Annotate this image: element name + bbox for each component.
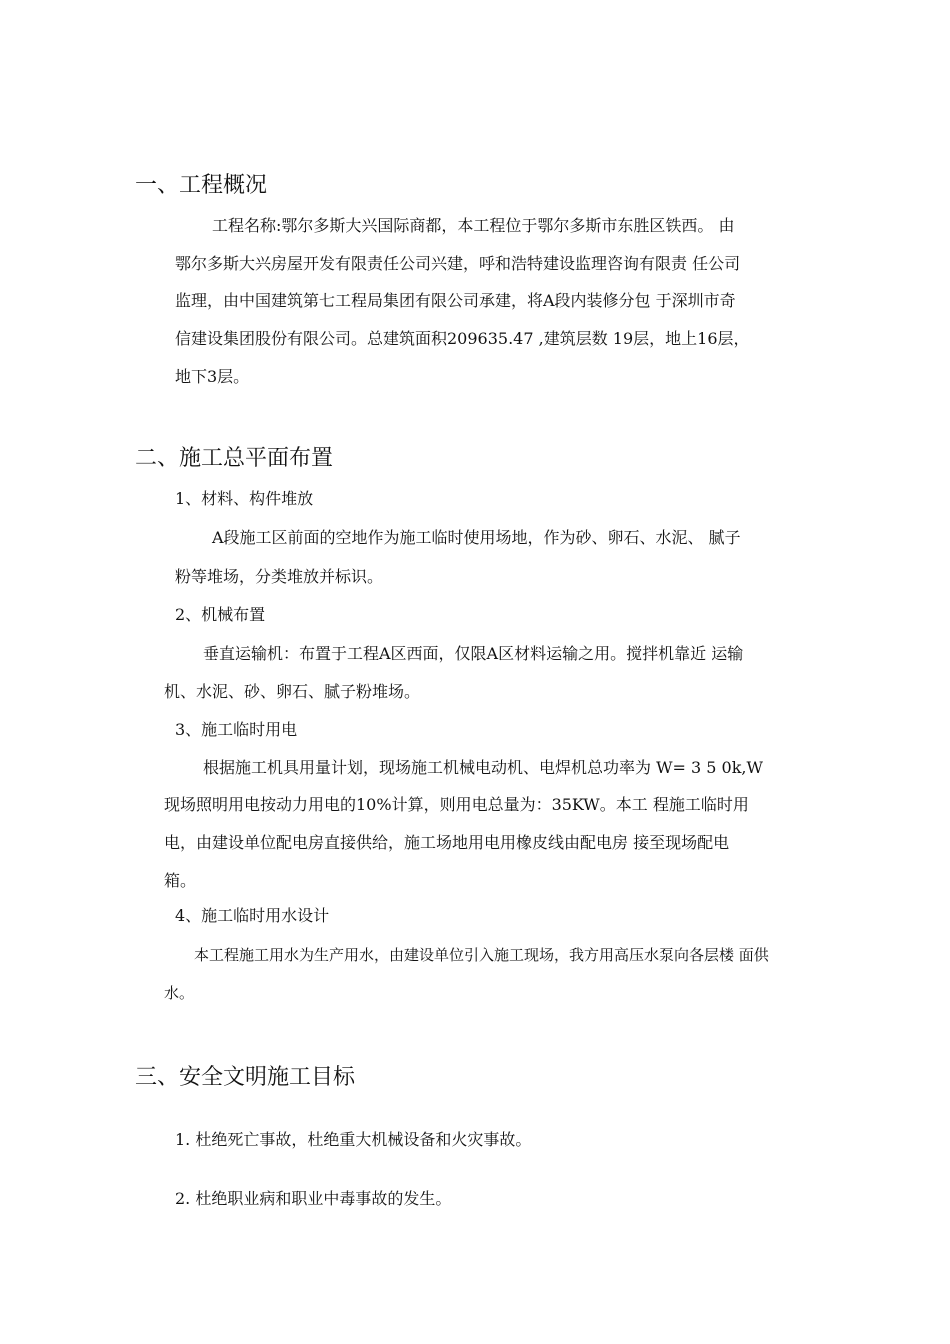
paragraph-line: 监理，由中国建筑第七工程局集团有限公司承建，将A段内装修分包 于深圳市奇 (175, 291, 736, 310)
paragraph-line: 地下3层。 (175, 367, 250, 386)
subsection-title: 2、机械布置 (175, 605, 266, 624)
paragraph-line: 工程名称:鄂尔多斯大兴国际商都，本工程位于鄂尔多斯市东胜区铁西。 由 (212, 216, 735, 235)
paragraph-line: 箱。 (164, 871, 197, 890)
paragraph-line: 机、水泥、砂、卵石、腻子粉堆场。 (164, 682, 421, 701)
paragraph-line: A段施工区前面的空地作为施工临时使用场地，作为砂、卵石、水泥、 腻子 (212, 528, 741, 547)
paragraph-line: 本工程施工用水为生产用水，由建设单位引入施工现场，我方用高压水泵向各层楼 面供 (194, 946, 769, 964)
section-heading-layout: 二、施工总平面布置 (135, 446, 334, 471)
list-item: 2. 杜绝职业病和职业中毒事故的发生。 (175, 1189, 452, 1208)
paragraph-line: 水。 (164, 984, 195, 1002)
section-heading-overview: 一、工程概况 (135, 173, 268, 198)
paragraph-line: 电，由建设单位配电房直接供给，施工场地用电用橡皮线由配电房 接至现场配电 (164, 833, 730, 852)
subsection-title: 3、施工临时用电 (175, 720, 298, 739)
paragraph-line: 现场照明用电按动力用电的10%计算，则用电总量为：35KW。本工 程施工临时用 (164, 795, 749, 814)
paragraph-line: 粉等堆场，分类堆放并标识。 (175, 567, 384, 586)
paragraph-line: 垂直运输机：布置于工程A区西面，仅限A区材料运输之用。搅拌机靠近 运输 (203, 644, 744, 663)
section-heading-safety-goals: 三、安全文明施工目标 (135, 1065, 356, 1090)
paragraph-line: 信建设集团股份有限公司。总建筑面积209635.47 ,建筑层数 19层，地上16层， (175, 329, 750, 348)
paragraph-line: 鄂尔多斯大兴房屋开发有限责任公司兴建，呼和浩特建设监理咨询有限责 任公司 (175, 254, 741, 273)
subsection-title: 4、施工临时用水设计 (175, 906, 330, 925)
subsection-title: 1、材料、构件堆放 (175, 489, 314, 508)
paragraph-line: 根据施工机具用量计划，现场施工机械电动机、电焊机总功率为 W= 3 5 0k,W (203, 758, 763, 777)
list-item: 1. 杜绝死亡事故，杜绝重大机械设备和火灾事故。 (175, 1130, 532, 1149)
